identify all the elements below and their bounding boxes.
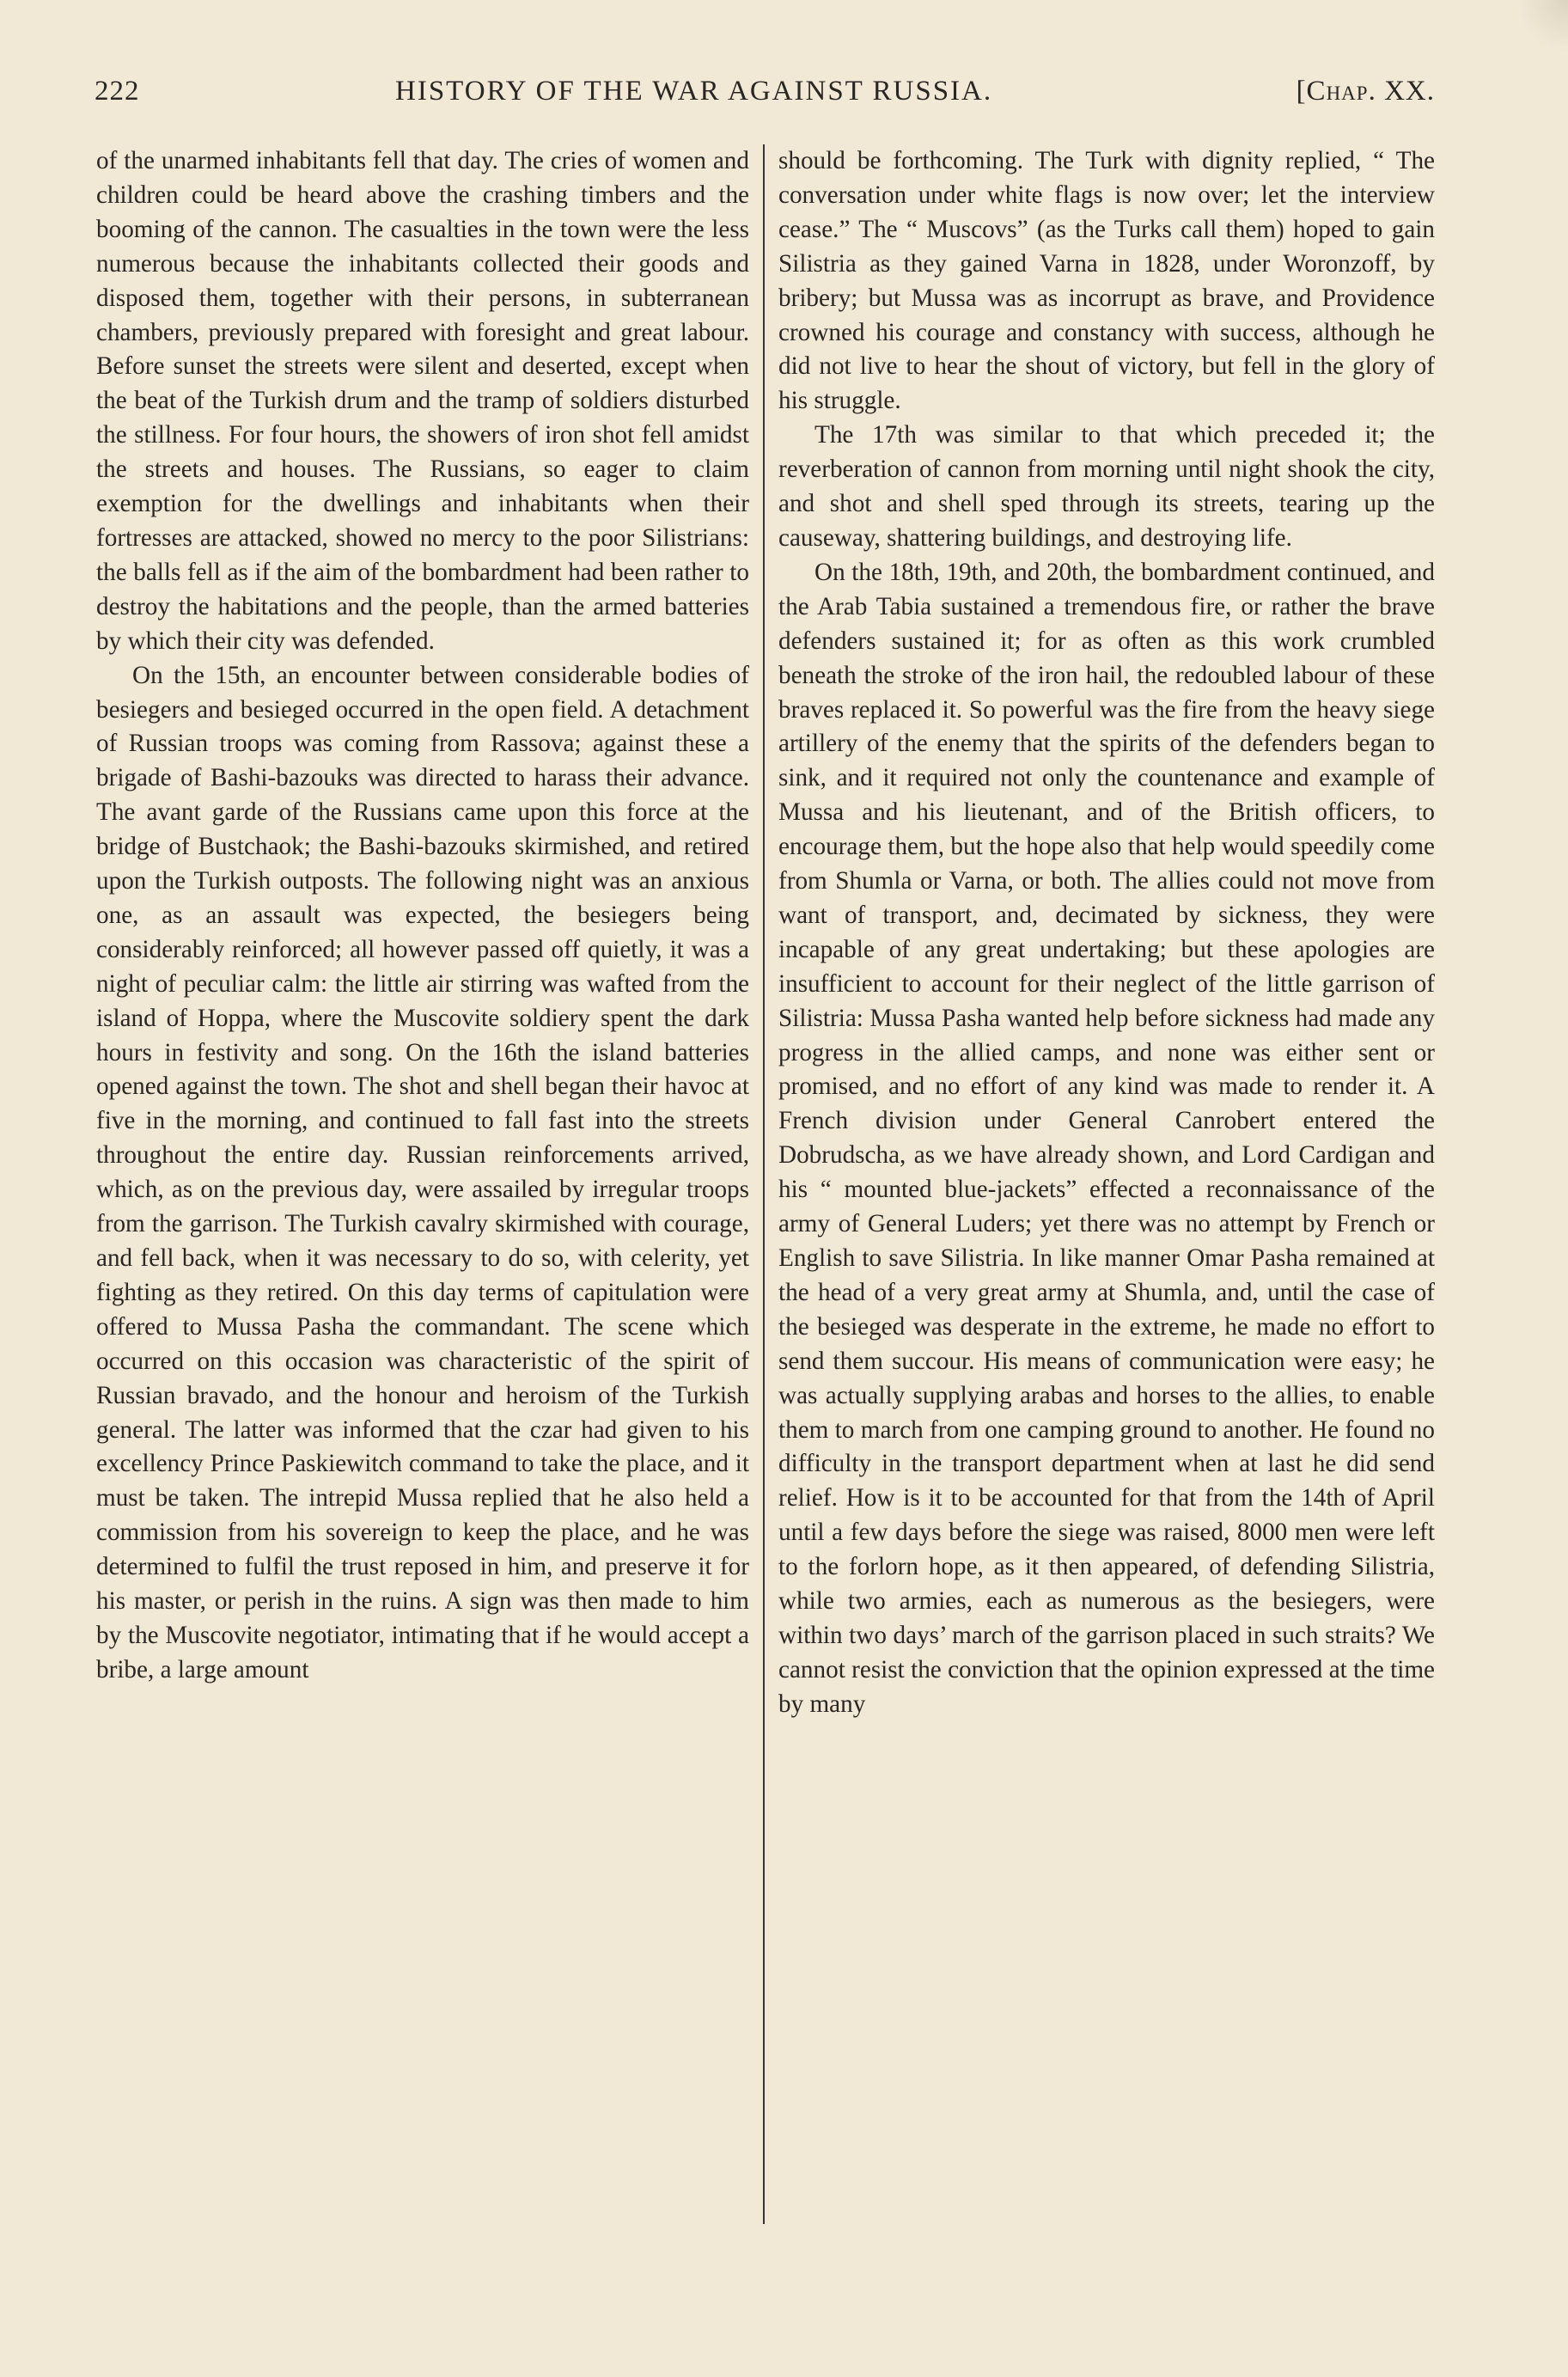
right-paragraph-3: On the 18th, 19th, and 20th, the bombardment continued, and the Arab Tabia sustained a tremendous fire, or rather the brave defenders sustained it; for as often as this work crumbled beneath the stroke of the iron hail, the redoubled labour of these braves replaced it. So powerful was the fire from the heavy siege artillery of the enemy that the spirits of the defenders began to sink, and it required not only the countenance and example of Mussa and his lieutenant, and of the British officers, to encourage them, but the hope also that help would speedily come from Shumla or Varna, or both. The allies could not move from want of transport, and, decimated by sickness, they were incapable of any great undertaking; but these apologies are insufficient to account for their neglect of the little garrison of Silistria: Mussa Pasha wanted help before sickness had made any progress in the allied camps, and none was either sent or promised, and no effort of any kind was made to render it. A French division under General Canrobert entered the Dobrudscha, as we have already shown, and Lord Cardigan and his “ mounted blue-jackets” effected a reconnaissance of the army of General Luders; yet there was no attempt by French or English to save Silistria. In like manner Omar Pasha remained at the head of a very great army at Shumla, and, until the case of the besieged was desperate in the extreme, he made no effort to send them succour. His means of communication were easy; he was actually supplying arabas and horses to the allies, to enable them to march from one camping ground to another. He found no difficulty in the transport department when at last he did send relief. How is it to be accounted for that from the 14th of April until a few days before the siege was raised, 8000 men were left to the forlorn hope, as it then appeared, of defending Silistria, while two armies, each as numerous as the besiegers, were within two days’ march of the garrison placed in such straits? We cannot resist the conviction that the opinion expressed at the time by many <box>778 558 1435 1718</box>
chapter-label: [Chap. XX. <box>1296 76 1435 107</box>
page-corner-stain <box>1516 0 1568 52</box>
page-number: 222 <box>95 76 140 107</box>
running-title: HISTORY OF THE WAR AGAINST RUSSIA. <box>395 76 993 107</box>
right-column <box>778 144 1435 1722</box>
left-column <box>96 144 749 1688</box>
left-paragraph-1: of the unarmed inhabitants fell that day. The cries of women and children could be heard above the crashing timbers and the booming of the cannon. The casualties in the town were the less numerous because the inhabitants collected their goods and disposed them, together with their persons, in subterranean chambers, previously prepared with foresight and great labour. Before sunset the streets were silent and deserted, except when the beat of the Turkish drum and the tramp of soldiers disturbed the stillness. For four hours, the showers of iron shot fell amidst the streets and houses. The Russians, so eager to claim exemption for the dwellings and inhabitants when their fortresses are attacked, showed no mercy to the poor Silistrians: the balls fell as if the aim of the bombardment had been rather to destroy the habitations and the people, than the armed batteries by which their city was defended. <box>96 147 749 655</box>
column-divider <box>763 144 765 2224</box>
right-paragraph-1: should be forthcoming. The Turk with dignity replied, “ The conversation under white flags is now over; let the interview cease.” The “ Muscovs” (as the Turks call them) hoped to gain Silistria as they gained Varna in 1828, under Woronzoff, by bribery; but Mussa was as incorrupt as brave, and Providence crowned his courage and constancy with success, although he did not live to hear the shout of victory, but fell in the glory of his struggle. <box>778 147 1435 415</box>
left-paragraph-2: On the 15th, an encounter between considerable bodies of besiegers and besieged occurred in the open field. A detachment of Russian troops was coming from Rassova; against these a brigade of Bashi-bazouks was directed to harass their advance. The avant garde of the Russians came upon this force at the bridge of Bustchaok; the Bashi-bazouks skirmished, and retired upon the Turkish outposts. The following night was an anxious one, as an assault was expected, the besiegers being considerably reinforced; all however passed off quietly, it was a night of peculiar calm: the little air stirring was wafted from the island of Hoppa, where the Muscovite soldiery spent the dark hours in festivity and song. On the 16th the island batteries opened against the town. The shot and shell began their havoc at five in the morning, and continued to fall fast into the streets throughout the entire day. Russian reinforcements arrived, which, as on the previous day, were assailed by irregular troops from the garrison. The Turkish cavalry skirmished with courage, and fell back, when it was necessary to do so, with celerity, yet fighting as they retired. On this day terms of capitulation were offered to Mussa Pasha the commandant. The scene which occurred on this occasion was characteristic of the spirit of Russian bravado, and the honour and heroism of the Turkish general. The latter was informed that the czar had given to his excellency Prince Paskiewitch command to take the place, and it must be taken. The intrepid Mussa replied that he also held a commission from his sovereign to keep the place, and he was determined to fulfil the trust reposed in him, and preserve it for his master, or perish in the ruins. A sign was then made to him by the Muscovite negotiator, intimating that if he would accept a bribe, a large amount <box>96 661 749 1683</box>
running-header <box>95 76 1435 119</box>
right-paragraph-2: The 17th was similar to that which preceded it; the reverberation of cannon from morning until night shook the city, and shot and shell sped through its streets, tearing up the causeway, shattering buildings, and destroying life. <box>778 421 1435 552</box>
